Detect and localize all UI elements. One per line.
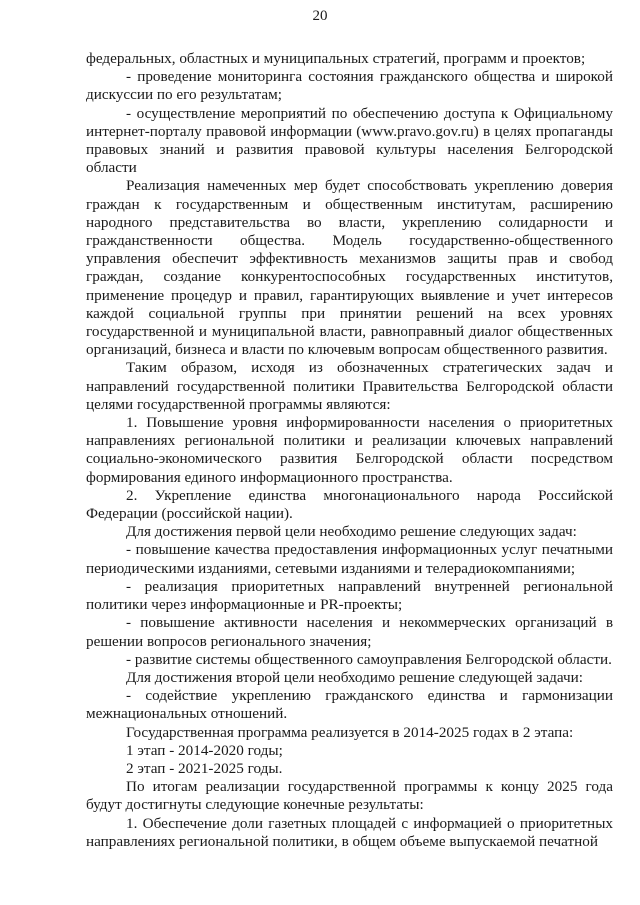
paragraph-goal-2-task-intro: Для достижения второй цели необходимо решение следующей задачи: (126, 668, 583, 686)
paragraph-goal-1: 1. Повышение уровня информированности населения о приоритетных направлениях региональной политики и реализации ключевых направлений социально-экономического развития Белгородской области посредством формирования единого информационного пространства. (86, 414, 613, 486)
document-body (86, 50, 613, 851)
paragraph-monitoring: - проведение мониторинга состояния гражданского общества и широкой дискуссии по его результатам; (86, 68, 613, 104)
paragraph-goal-1-tasks-intro: Для достижения первой цели необходимо решение следующих задач: (126, 523, 577, 541)
paragraph-task-civic-unity: - содействие укреплению гражданского единства и гармонизации межнациональных отношений. (86, 687, 613, 723)
paragraph-task-activity: - повышение активности населения и некоммерческих организаций в решении вопросов регионального значения; (86, 614, 613, 650)
paragraph-task-self-government: - развитие системы общественного самоуправления Белгородской области. (126, 650, 612, 668)
paragraph-implementation-effects: Реализация намеченных мер будет способствовать укреплению доверия граждан к государственным и общественным институтам, расширению народного представительства во власти, укреплению солидарности и гражданственности общества. Модель государственно-общественного управления обеспечит эффективность механизмов защиты прав и свобод граждан, создание конкурентоспособных государственных институтов, применение процедур и правил, гарантирующих выявление и учет интересов каждой социальной группы при принятии решений на всех уровнях государственной и муниципальной власти, равноправный диалог общественных организаций, бизнеса и власти по ключевым вопросам общественного развития. (86, 177, 613, 359)
paragraph-result-1: 1. Обеспечение доли газетных площадей с информацией о приоритетных направлениях региональной политики, в общем объеме выпускаемой печатной (86, 814, 613, 850)
paragraph-final-results-intro: По итогам реализации государственной программы к концу 2025 года будут достигнуты следующие конечные результаты: (86, 778, 613, 814)
paragraph-legal-portal: - осуществление мероприятий по обеспечению доступа к Официальному интернет-порталу правовой информации (www.pravo.gov.ru) в целях пропаганды правовых знаний и развития правовой культуры населения Белгородской области (86, 104, 613, 177)
paragraph-goal-2: 2. Укрепление единства многонационального народа Российской Федерации (российской нации). (86, 486, 613, 523)
paragraph-task-media-quality: - повышение качества предоставления информационных услуг печатными периодическими изданиями, сетевыми изданиями и телерадиокомпаниями; (86, 541, 613, 577)
paragraph-program-goals-intro: Таким образом, исходя из обозначенных стратегических задач и направлений государственной политики Правительства Белгородской области целями государственной программы являются: (86, 359, 613, 413)
paragraph-stage-2: 2 этап - 2021-2025 годы. (126, 759, 283, 777)
paragraph-strategies-continuation: федеральных, областных и муниципальных стратегий, программ и проектов; (86, 50, 586, 67)
paragraph-task-pr-projects: - реализация приоритетных направлений внутренней региональной политики через информационные и PR-проекты; (86, 577, 613, 614)
page-number: 20 (312, 8, 328, 24)
paragraph-program-stages: Государственная программа реализуется в 2014-2025 годах в 2 этапа: (126, 723, 574, 741)
paragraph-stage-1: 1 этап - 2014-2020 годы; (126, 741, 283, 759)
